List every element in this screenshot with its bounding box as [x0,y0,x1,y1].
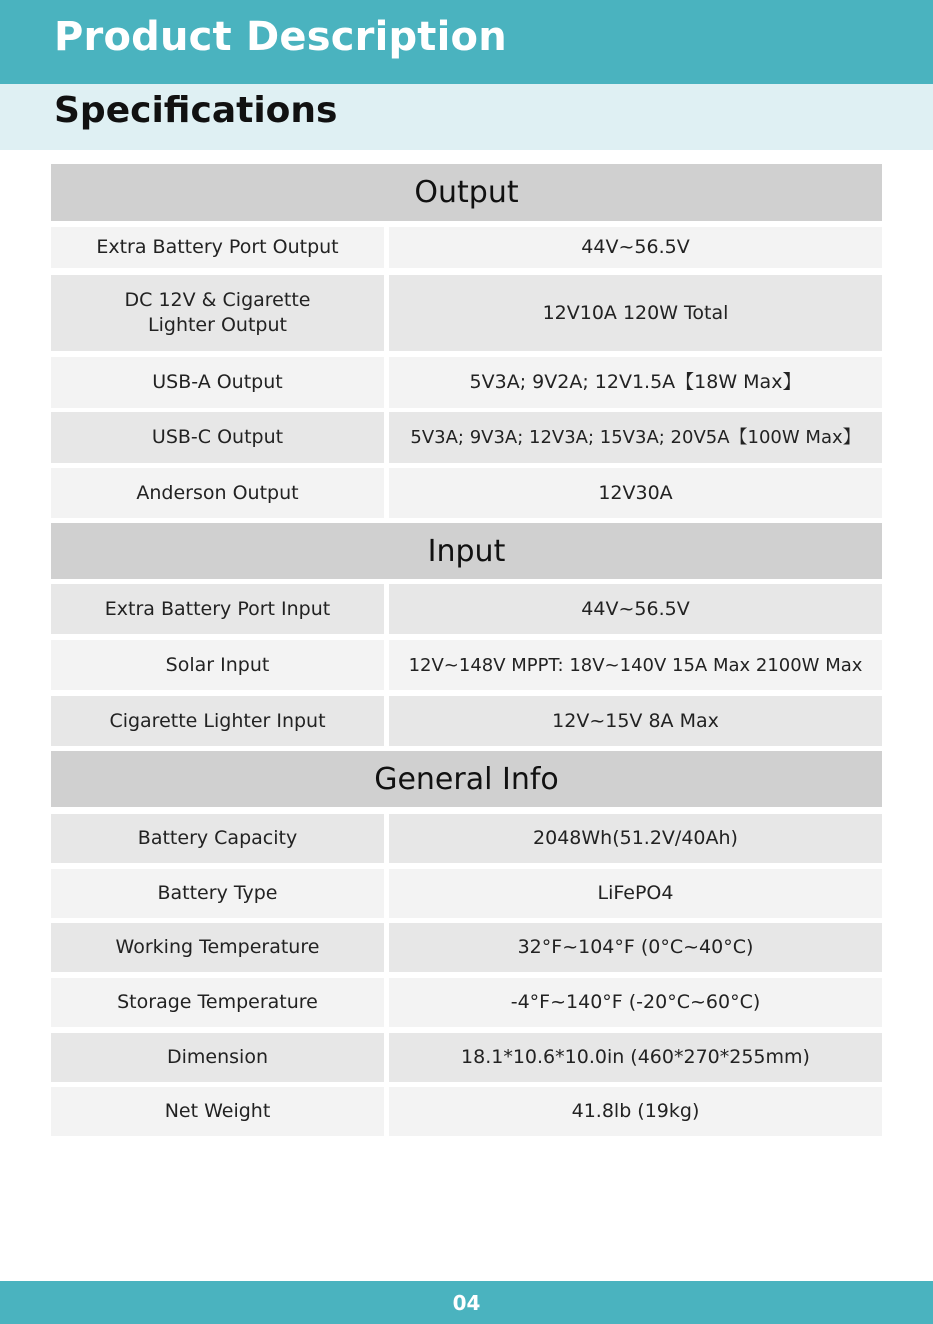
specifications-table [51,164,882,1138]
table-row [51,640,882,690]
row-value: 5V3A; 9V3A; 12V3A; 15V3A; 20V5A【100W Max】 [389,412,882,463]
row-value: 32°F~104°F (0°C~40°C) [389,923,882,972]
row-value: LiFePO4 [389,869,882,918]
row-value: 12V10A 120W Total [389,275,882,351]
row-label: USB-A Output [51,357,384,408]
row-value: 12V~148V MPPT: 18V~140V 15A Max 2100W Max [389,640,882,690]
row-label: Dimension [51,1033,384,1082]
table-row [51,357,882,408]
row-value: -4°F~140°F (-20°C~60°C) [389,978,882,1027]
section-header-general-info: General Info [51,751,882,807]
row-value: 5V3A; 9V2A; 12V1.5A【18W Max】 [389,357,882,408]
table-row [51,412,882,463]
table-row [51,923,882,972]
row-label: Extra Battery Port Output [51,227,384,268]
table-row [51,468,882,518]
table-row [51,1087,882,1136]
row-value: 44V~56.5V [389,584,882,634]
row-label: Solar Input [51,640,384,690]
row-value: 18.1*10.6*10.0in (460*270*255mm) [389,1033,882,1082]
table-row [51,584,882,634]
table-row [51,696,882,746]
page-number: 04 [452,1290,481,1315]
table-row [51,227,882,268]
row-value: 12V30A [389,468,882,518]
row-label: Battery Type [51,869,384,918]
page-title: Product Description [54,14,507,60]
row-label: USB-C Output [51,412,384,463]
row-label: Battery Capacity [51,814,384,863]
row-label: Storage Temperature [51,978,384,1027]
table-row [51,814,882,863]
table-row [51,869,882,918]
row-value: 44V~56.5V [389,227,882,268]
row-label: Anderson Output [51,468,384,518]
table-row [51,275,882,351]
section-header-output: Output [51,164,882,221]
footer-bar [0,1281,933,1324]
row-label: Extra Battery Port Input [51,584,384,634]
row-label: Cigarette Lighter Input [51,696,384,746]
table-row [51,1033,882,1082]
section-title: Specifications [54,90,338,131]
row-value: 2048Wh(51.2V/40Ah) [389,814,882,863]
row-label: Net Weight [51,1087,384,1136]
table-row [51,978,882,1027]
section-header-input: Input [51,523,882,579]
row-label: DC 12V & Cigarette Lighter Output [51,275,384,351]
row-value: 12V~15V 8A Max [389,696,882,746]
row-value: 41.8lb (19kg) [389,1087,882,1136]
row-label: Working Temperature [51,923,384,972]
